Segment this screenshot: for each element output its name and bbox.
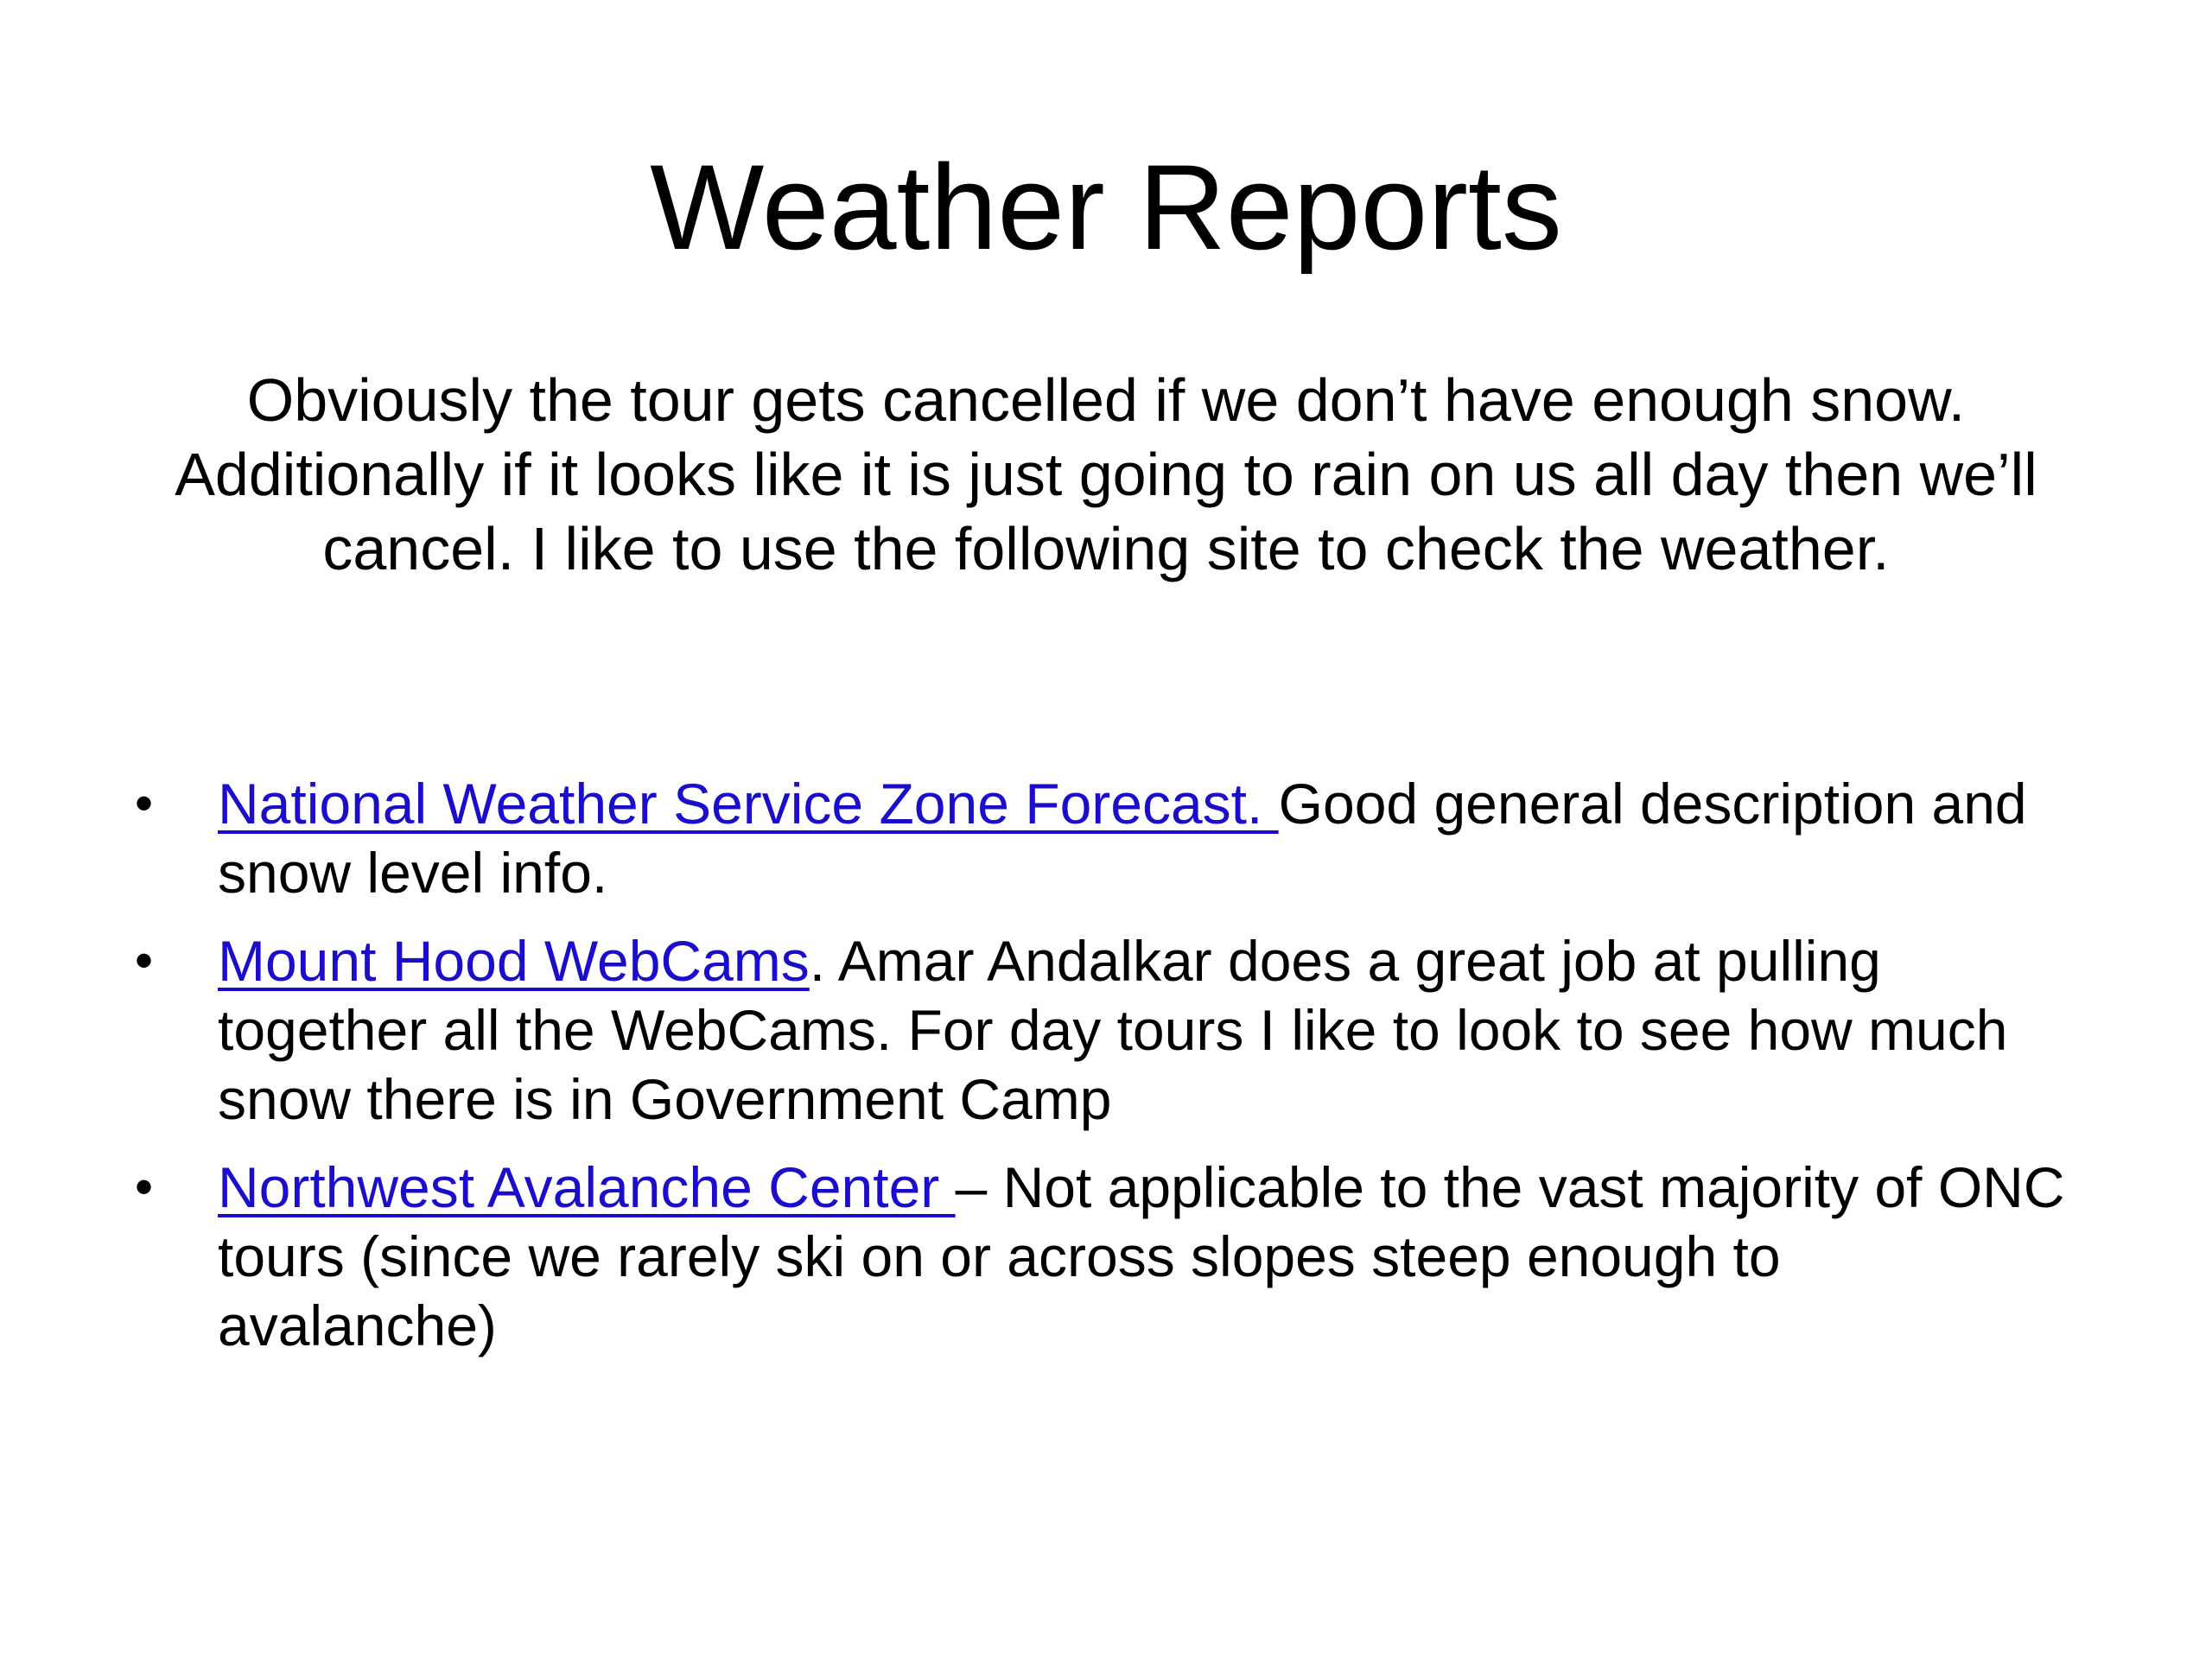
list-item-description: Good general description and snow level info.: [218, 772, 2027, 905]
bullet-icon: •: [135, 931, 154, 989]
bullet-icon: •: [135, 1158, 154, 1216]
list-item-description: . Amar Andalkar does a great job at pulling together all the WebCams. For day tours I like to look to see how much snow there is in Government Camp: [218, 929, 2008, 1131]
bullet-icon: •: [135, 774, 154, 832]
slide-title: Weather Reports: [650, 139, 1562, 275]
list-item-description: – Not applicable to the vast majority of ONC tours (since we rarely ski on or across slopes steep enough to avalanche): [218, 1155, 2065, 1357]
list-item: [130, 1153, 2074, 1360]
list-item: [130, 769, 2074, 907]
list-item: [130, 926, 2074, 1134]
intro-paragraph: Obviously the tour gets cancelled if we don’t have enough snow. Additionally if it looks like it is just going to rain on us all day then we’ll cancel. I like to use the following site to check the weather.: [175, 366, 2037, 582]
northwest-avalanche-center-link[interactable]: Northwest Avalanche Center: [218, 1155, 956, 1219]
mount-hood-webcams-link[interactable]: Mount Hood WebCams: [218, 929, 810, 993]
nws-zone-forecast-link[interactable]: National Weather Service Zone Forecast.: [218, 772, 1279, 836]
resource-list: [130, 769, 2074, 1379]
